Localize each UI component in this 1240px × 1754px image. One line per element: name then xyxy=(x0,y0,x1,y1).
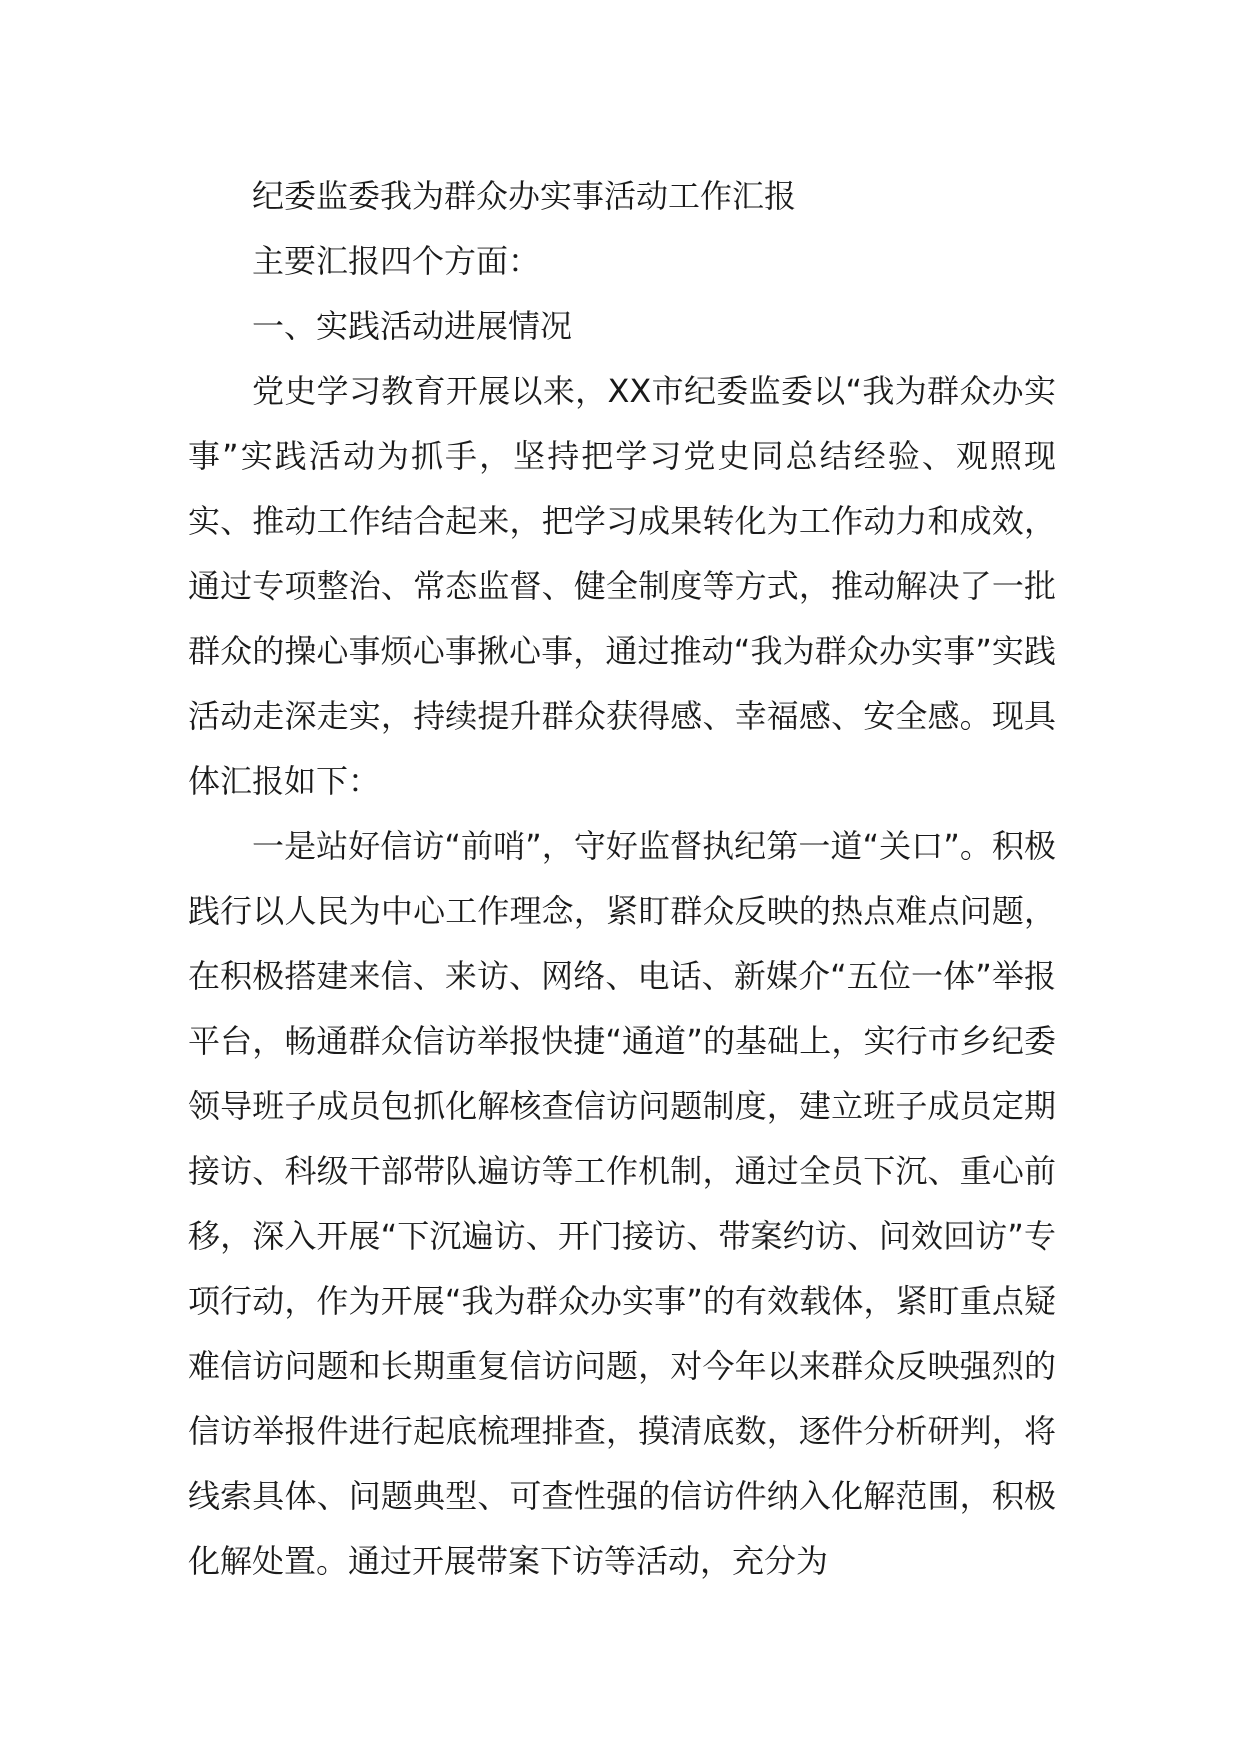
document-title: 纪委监委我为群众办实事活动工作汇报 xyxy=(252,177,797,215)
body-paragraph: 一是站好信访“前哨”，守好监督执纪第一道“关口”。积极践行以人民为中心工作理念，紧盯群众反映的热点难点问题，在积极搭建来信、来访、网络、电话、新媒介“五位一体”举报平台，畅通群众信访举报快捷“通道”的基础上，实行市乡纪委领导班子成员包抓化解核查信访问题制度，建立班子成员定期接访、科级干部带队遍访等工作机制，通过全员下沉、重心前移，深入开展“下沉遍访、开门接访、带案约访、问效回访”专项行动，作为开展“我为群众办实事”的有效载体，紧盯重点疑难信访问题和长期重复信访问题，对今年以来群众反映强烈的信访举报件进行起底梳理排查，摸清底数，逐件分析研判，将线索具体、问题典型、可查性强的信访件纳入化解范围，积极化解处置。通过开展带案下访等活动，充分为 xyxy=(188,827,1056,1580)
body-paragraph: 党史学习教育开展以来，XX市纪委监委以“我为群众办实事”实践活动为抓手，坚持把学习党史同总结经验、观照现实、推动工作结合起来，把学习成果转化为工作动力和成效，通过专项整治、常态监督、健全制度等方式，推动解决了一批群众的操心事烦心事揪心事，通过推动“我为群众办实事”实践活动走深走实，持续提升群众获得感、幸福感、安全感。现具体汇报如下： xyxy=(188,372,1056,800)
intro-line: 主要汇报四个方面： xyxy=(252,242,541,280)
section-heading: 一、实践活动进展情况 xyxy=(252,307,573,345)
document-body xyxy=(188,164,1056,1594)
